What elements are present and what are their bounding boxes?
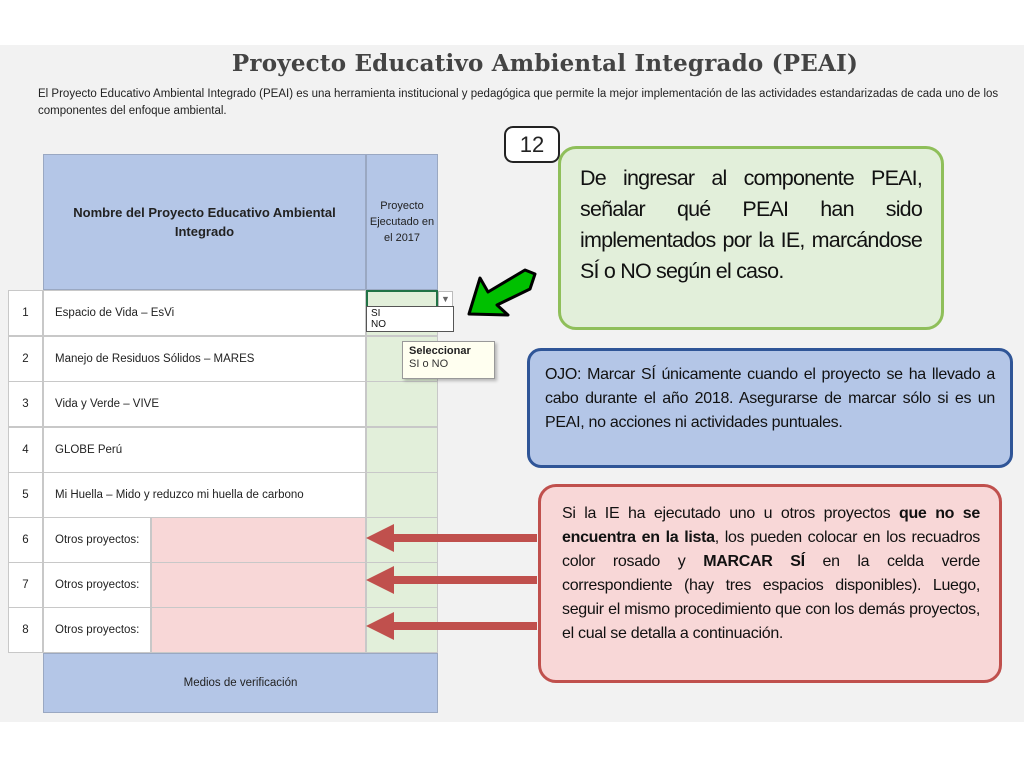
chevron-down-icon: ▼ [441, 294, 450, 304]
project-name-cell: Otros proyectos: [43, 562, 151, 608]
tooltip-title: Seleccionar [409, 345, 471, 357]
column-header-executed: Proyecto Ejecutado en el 2017 [366, 154, 438, 290]
row-number: 2 [8, 336, 43, 382]
row-number: 8 [8, 607, 43, 653]
step-number-badge: 12 [504, 126, 560, 163]
instruction-callout-green: De ingresar al componente PEAI, señalar qué PEAI han sido implementados por la IE, marcándose SÍ o NO según el caso. [558, 146, 944, 330]
intro-text: El Proyecto Educativo Ambiental Integrado (PEAI) es una herramienta institucional y pedagógica que permite la mejor implementación de las actividades estandarizadas de cada uno de los componentes del enfoque ambiental. [38, 88, 999, 117]
tooltip-text: SI o NO [409, 358, 449, 370]
callout-red-text: en la celda verde correspondiente (hay tres espacios disponibles). Luego, seguir el mismo procedimiento que con los demás proyectos, el cual se detalla a continuación. [562, 553, 981, 642]
verification-footer: Medios de verificación [43, 653, 438, 713]
callout-red-text: , los pueden colocar en los recuadros color rosado y [562, 529, 980, 570]
row-number: 3 [8, 381, 43, 427]
project-name-cell: GLOBE Perú [43, 427, 366, 473]
page-title: Proyecto Educativo Ambiental Integrado (PEAI) [231, 50, 859, 77]
dropdown-option-no[interactable]: NO [371, 319, 386, 330]
project-name-cell: Otros proyectos: [43, 607, 151, 653]
row-number: 5 [8, 472, 43, 518]
row-number: 7 [8, 562, 43, 608]
dropdown-option-si[interactable]: SI [371, 308, 381, 319]
project-name-cell: Mi Huella – Mido y reduzco mi huella de carbono [43, 472, 366, 518]
red-arrow-icon [366, 612, 537, 640]
column-header-project-name: Nombre del Proyecto Educativo Ambiental Integrado [43, 154, 366, 290]
green-pointer-arrow-icon [469, 270, 535, 315]
warning-callout-blue: OJO: Marcar SÍ únicamente cuando el proyecto se ha llevado a cabo durante el año 2018. Asegurarse de marcar sólo si es un PEAI, no acciones ni actividades puntuales. [527, 348, 1013, 468]
project-name-cell: Otros proyectos: [43, 517, 151, 563]
row-number: 1 [8, 290, 43, 336]
project-name-cell: Espacio de Vida – EsVi [43, 290, 366, 336]
red-arrow-icon [366, 524, 537, 552]
row-number: 4 [8, 427, 43, 473]
callout-red-bold: que no se encuentra en la lista [562, 505, 980, 546]
project-name-cell: Vida y Verde – VIVE [43, 381, 366, 427]
project-name-cell: Manejo de Residuos Sólidos – MARES [43, 336, 366, 382]
red-arrow-icon [366, 566, 537, 594]
row-number: 6 [8, 517, 43, 563]
callout-red-bold: MARCAR SÍ [703, 553, 805, 570]
callout-red-text: Si la IE ha ejecutado uno u otros proyectos [562, 505, 899, 522]
